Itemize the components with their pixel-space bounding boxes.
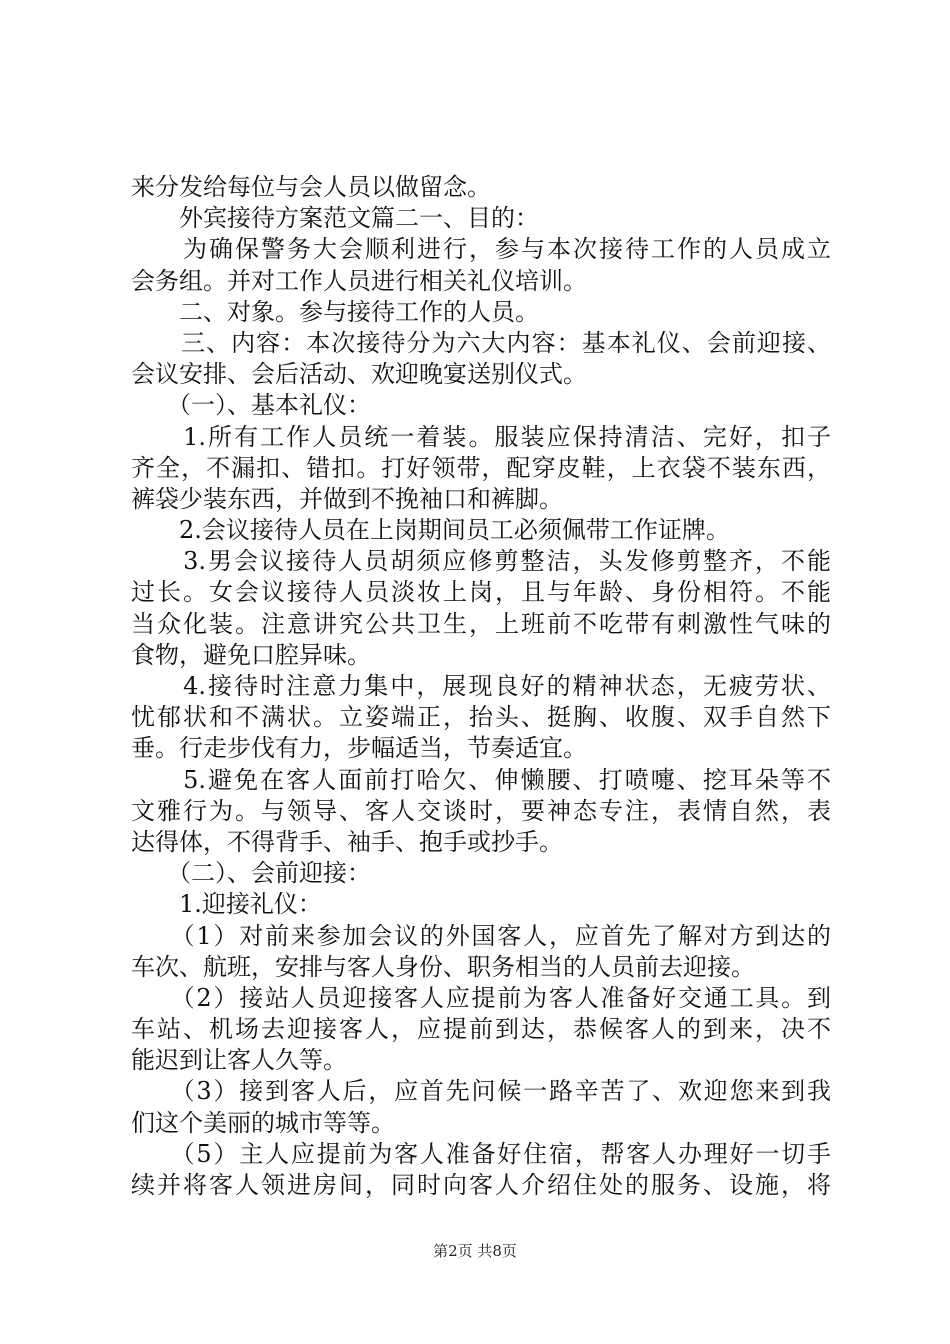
- text-line: 裤袋少装东西，并做到不挽袖口和裤脚。: [131, 484, 563, 513]
- text-line: 过长。女会议接待人员淡妆上岗，且与年龄、身份相符。不能: [131, 578, 831, 607]
- document-body: [131, 172, 831, 1201]
- text-line: （1）对前来参加会议的外国客人，应首先了解对方到达的: [131, 921, 831, 950]
- text-line: 三、内容：本次接待分为六大内容：基本礼仪、会前迎接、: [131, 328, 831, 357]
- page-number-footer: 第2页 共8页: [433, 1242, 517, 1260]
- text-line: 4.接待时注意力集中，展现良好的精神状态，无疲劳状、: [131, 672, 831, 700]
- text-line: 文雅行为。与领导、客人交谈时，要神态专注，表情自然，表: [131, 796, 831, 825]
- text-line: 们这个美丽的城市等等。: [131, 1108, 395, 1137]
- text-line: （3）接到客人后，应首先问候一路辛苦了、欢迎您来到我: [131, 1077, 831, 1106]
- text-line: 食物，避免口腔异味。: [131, 640, 371, 669]
- text-line: （一）、基本礼仪：: [131, 391, 371, 420]
- text-line: 车次、航班，安排与客人身份、职务相当的人员前去迎接。: [131, 952, 755, 981]
- text-line: （5）主人应提前为客人准备好住宿，帮客人办理好一切手: [131, 1139, 831, 1168]
- text-line: 当众化装。注意讲究公共卫生，上班前不吃带有刺激性气味的: [131, 609, 831, 638]
- text-line: 来分发给每位与会人员以做留念。: [131, 173, 491, 201]
- text-line: 会议安排、会后活动、欢迎晚宴送别仪式。: [131, 360, 587, 389]
- text-line: 续并将客人领进房间，同时向客人介绍住处的服务、设施，将: [131, 1171, 831, 1199]
- text-line: （二）、会前迎接：: [131, 859, 371, 888]
- text-line: 车站、机场去迎接客人，应提前到达，恭候客人的到来，决不: [131, 1015, 831, 1044]
- text-line: 会务组。并对工作人员进行相关礼仪培训。: [131, 266, 587, 295]
- text-line: 1.迎接礼仪：: [131, 890, 322, 919]
- text-line: 1.所有工作人员统一着装。服装应保持清洁、完好，扣子: [131, 422, 831, 451]
- text-line: 齐全，不漏扣、错扣。打好领带，配穿皮鞋，上衣袋不装东西，: [131, 453, 831, 482]
- text-line: 5.避免在客人面前打哈欠、伸懒腰、打喷嚏、挖耳朵等不: [131, 765, 831, 794]
- text-line: 3.男会议接待人员胡须应修剪整洁，头发修剪整齐，不能: [131, 547, 831, 576]
- text-line: 外宾接待方案范文篇二一、目的：: [131, 204, 539, 233]
- text-line: 达得体，不得背手、袖手、抱手或抄手。: [131, 827, 563, 856]
- text-line: 为确保警务大会顺利进行，参与本次接待工作的人员成立: [131, 235, 831, 264]
- text-line: 2.会议接待人员在上岗期间员工必须佩带工作证牌。: [131, 516, 730, 545]
- text-line: （2）接站人员迎接客人应提前为客人准备好交通工具。到: [131, 983, 831, 1012]
- text-line: 垂。行走步伐有力，步幅适当，节奏适宜。: [131, 734, 587, 763]
- text-line: 能迟到让客人久等。: [131, 1046, 347, 1075]
- text-line: 忧郁状和不满状。立姿端正，抬头、挺胸、收腹、双手自然下: [131, 703, 831, 732]
- text-line: 二、对象。参与接待工作的人员。: [131, 297, 539, 326]
